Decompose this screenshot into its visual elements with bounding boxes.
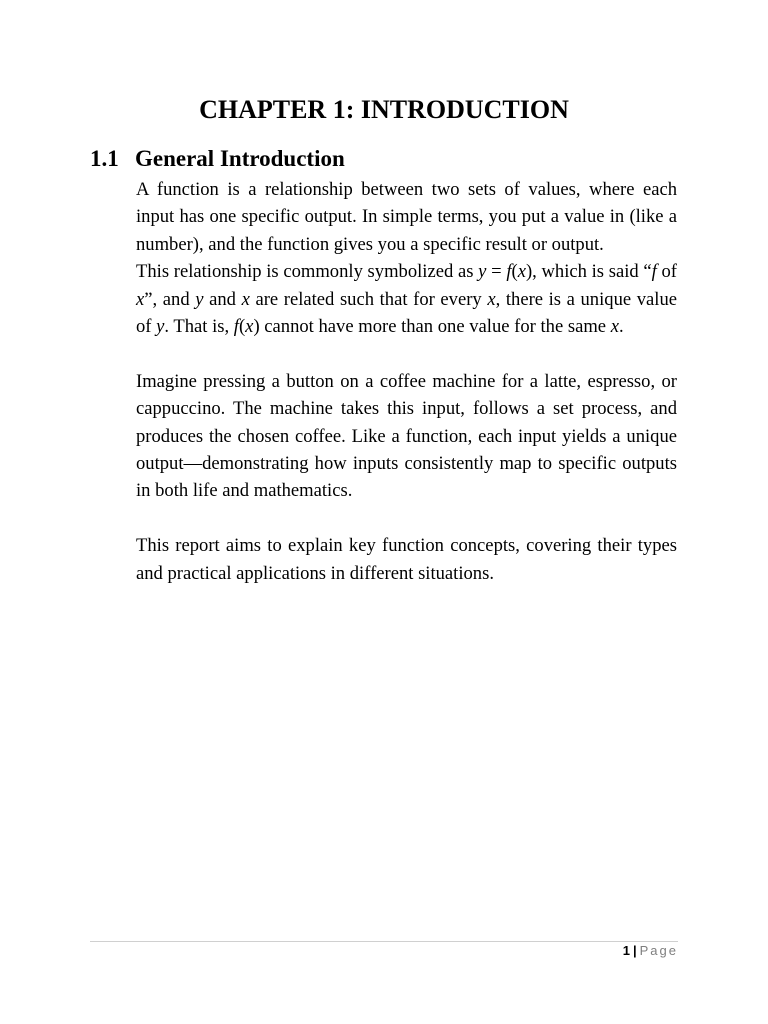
paragraph-coffee-analogy: Imagine pressing a button on a coffee machine for a latte, espresso, or cappuccino. The machine takes this input, follows a set process, and produces the chosen coffee. Like a function, each input yields a unique output—demonstrating how inputs consistently map to specific outputs in both life and mathematics. [136, 370, 677, 502]
math-variable: x [610, 316, 619, 338]
section-number: 1.1 [90, 146, 119, 171]
text-run: ) cannot have more than one value for the same [253, 316, 611, 338]
text-run: and [203, 288, 242, 310]
text-run: ( [511, 261, 518, 283]
math-variable: x [136, 288, 145, 310]
section-heading [90, 144, 345, 174]
math-variable: f [233, 316, 239, 338]
text-run: of [656, 261, 677, 283]
section-body [136, 176, 677, 587]
math-variable: x [487, 288, 496, 310]
paragraph-spacer [136, 505, 677, 532]
math-variable: f [506, 261, 512, 283]
text-run: ( [238, 316, 246, 338]
math-variable: y [195, 288, 204, 310]
paragraph-report-aim: This report aims to explain key function concepts, covering their types and practical applications in different situations. [136, 535, 677, 584]
text-run: ”, and [144, 288, 196, 310]
page-footer [623, 942, 678, 960]
paragraph-function-definition: A function is a relationship between two sets of values, where each input has one specific output. In simple terms, you put a value in (like a number), and the function gives you a specific result or output. [136, 179, 677, 255]
footer-divider [90, 941, 678, 942]
paragraph-function-notation [136, 258, 677, 340]
math-variable: x [245, 316, 254, 338]
page-number: 1 [622, 943, 630, 958]
text-run: ), which is said “ [525, 261, 652, 283]
text-run: This relationship is commonly symbolized as [136, 261, 479, 283]
text-run: are related such that for every [249, 288, 488, 310]
math-variable: x [517, 261, 526, 283]
text-run: . [618, 316, 624, 338]
chapter-title: CHAPTER 1: INTRODUCTION [199, 95, 569, 124]
footer-separator: | [632, 943, 637, 958]
text-run: , there is a unique value of [136, 288, 677, 338]
page-label: Page [639, 943, 678, 958]
math-variable: x [241, 288, 250, 310]
math-variable: f [651, 261, 657, 283]
paragraph-spacer [136, 340, 677, 367]
math-variable: y [478, 261, 487, 283]
section-title: General Introduction [135, 146, 345, 171]
text-run: . That is, [164, 316, 234, 338]
math-variable: y [156, 316, 165, 338]
text-run: = [486, 261, 507, 283]
